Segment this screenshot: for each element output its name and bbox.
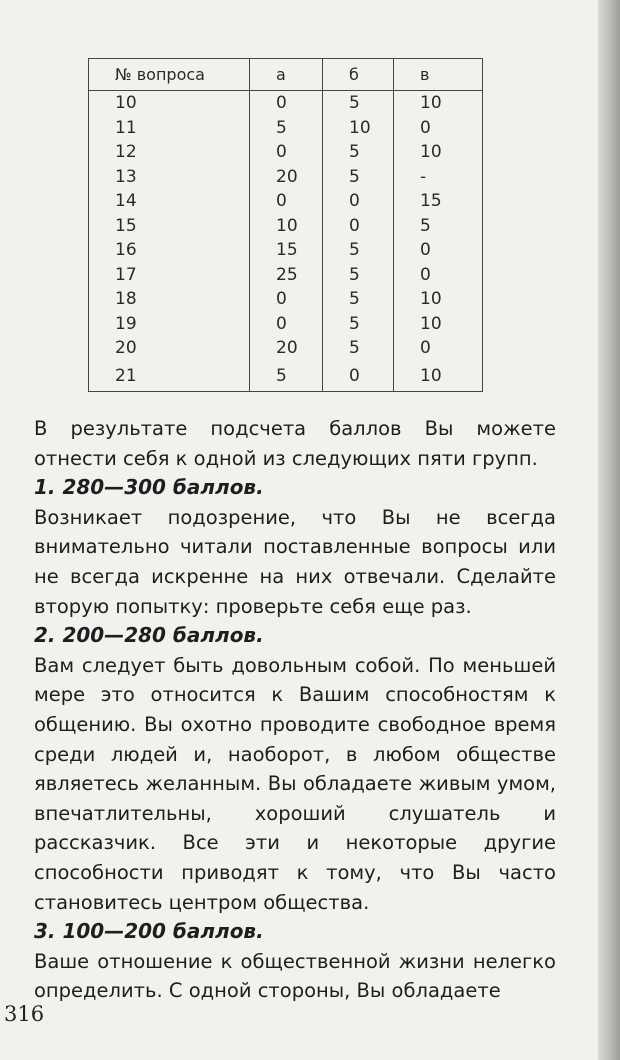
table-row [89, 361, 483, 392]
table-cell: 0 [250, 287, 323, 312]
intro-paragraph: В результате подсчета баллов Вы можете отнести себя к одной из следующих пяти групп. [34, 417, 556, 470]
table-cell: 0 [323, 189, 394, 214]
table-cell: 13 [89, 165, 250, 190]
table-row [89, 238, 483, 263]
table-cell: 11 [89, 116, 250, 141]
group3-heading: 3. 100—200 баллов. [34, 919, 264, 944]
table-cell: 21 [89, 361, 250, 392]
header-a: а [250, 59, 323, 91]
table-cell: 5 [323, 140, 394, 165]
table-cell: 0 [323, 214, 394, 239]
table-cell: 0 [250, 91, 323, 116]
table-row [89, 189, 483, 214]
table-row [89, 263, 483, 288]
table-cell: 14 [89, 189, 250, 214]
table-cell: 18 [89, 287, 250, 312]
table-cell: 10 [250, 214, 323, 239]
page-number: 316 [4, 1002, 45, 1026]
table-cell: 5 [323, 238, 394, 263]
table-cell: 12 [89, 140, 250, 165]
table-row [89, 214, 483, 239]
header-question-number: № вопроса [89, 59, 250, 91]
table-row [89, 91, 483, 116]
table-cell: 10 [394, 140, 483, 165]
table-cell: - [394, 165, 483, 190]
table-cell: 20 [89, 336, 250, 361]
group1-heading: 1. 280—300 баллов. [34, 475, 264, 500]
table-row [89, 140, 483, 165]
group3-paragraph: Ваше отношение к общественной жизни нелегко определить. С одной стороны, Вы обладаете [34, 949, 556, 1003]
table-cell: 17 [89, 263, 250, 288]
table-cell: 10 [394, 312, 483, 337]
group2-heading: 2. 200—280 баллов. [34, 623, 264, 648]
table-cell: 0 [394, 263, 483, 288]
table-cell: 0 [250, 189, 323, 214]
book-spine [598, 0, 620, 1060]
table-cell: 5 [250, 361, 323, 392]
scores-table [88, 58, 483, 392]
table-cell: 0 [394, 336, 483, 361]
table-cell: 5 [323, 336, 394, 361]
table-cell: 20 [250, 165, 323, 190]
table-cell: 20 [250, 336, 323, 361]
table-cell: 5 [323, 312, 394, 337]
group1-paragraph: Возникает подозрение, что Вы не всегда внимательно читали поставленные вопросы или не всегда искренне на них отвечали. Сделайте вторую попытку: проверьте себя еще раз. [34, 505, 556, 618]
table-cell: 0 [394, 238, 483, 263]
table-cell: 25 [250, 263, 323, 288]
table-cell: 15 [89, 214, 250, 239]
table-row [89, 165, 483, 190]
table-cell: 19 [89, 312, 250, 337]
table-cell: 10 [394, 361, 483, 392]
table-row [89, 116, 483, 141]
table-cell: 5 [250, 116, 323, 141]
table-cell: 0 [323, 361, 394, 392]
table-cell: 15 [394, 189, 483, 214]
table-cell: 5 [323, 165, 394, 190]
table-cell: 10 [323, 116, 394, 141]
table-cell: 16 [89, 238, 250, 263]
header-b: б [323, 59, 394, 91]
table-cell: 10 [89, 91, 250, 116]
table-row [89, 336, 483, 361]
table-cell: 10 [394, 287, 483, 312]
body-text [34, 414, 556, 1006]
group2-paragraph: Вам следует быть довольным собой. По меньшей мере это относится к Вашим способностям к общению. Вы охотно проводите свободное время среди людей и, наоборот, в любом обществе являетесь желанным. Вы обладаете живым умом, впечатлительны, хороший слушатель и рассказчик. Все эти и некоторые другие способности приводят к тому, что Вы часто становитесь центром общества. [34, 653, 556, 914]
table-cell: 0 [250, 140, 323, 165]
table-cell: 5 [394, 214, 483, 239]
table-cell: 0 [394, 116, 483, 141]
header-v: в [394, 59, 483, 91]
table-header-row [89, 59, 483, 91]
table-row [89, 312, 483, 337]
table-cell: 5 [323, 263, 394, 288]
table-cell: 15 [250, 238, 323, 263]
table-cell: 10 [394, 91, 483, 116]
table-row [89, 287, 483, 312]
table-cell: 5 [323, 91, 394, 116]
table-cell: 0 [250, 312, 323, 337]
table-cell: 5 [323, 287, 394, 312]
